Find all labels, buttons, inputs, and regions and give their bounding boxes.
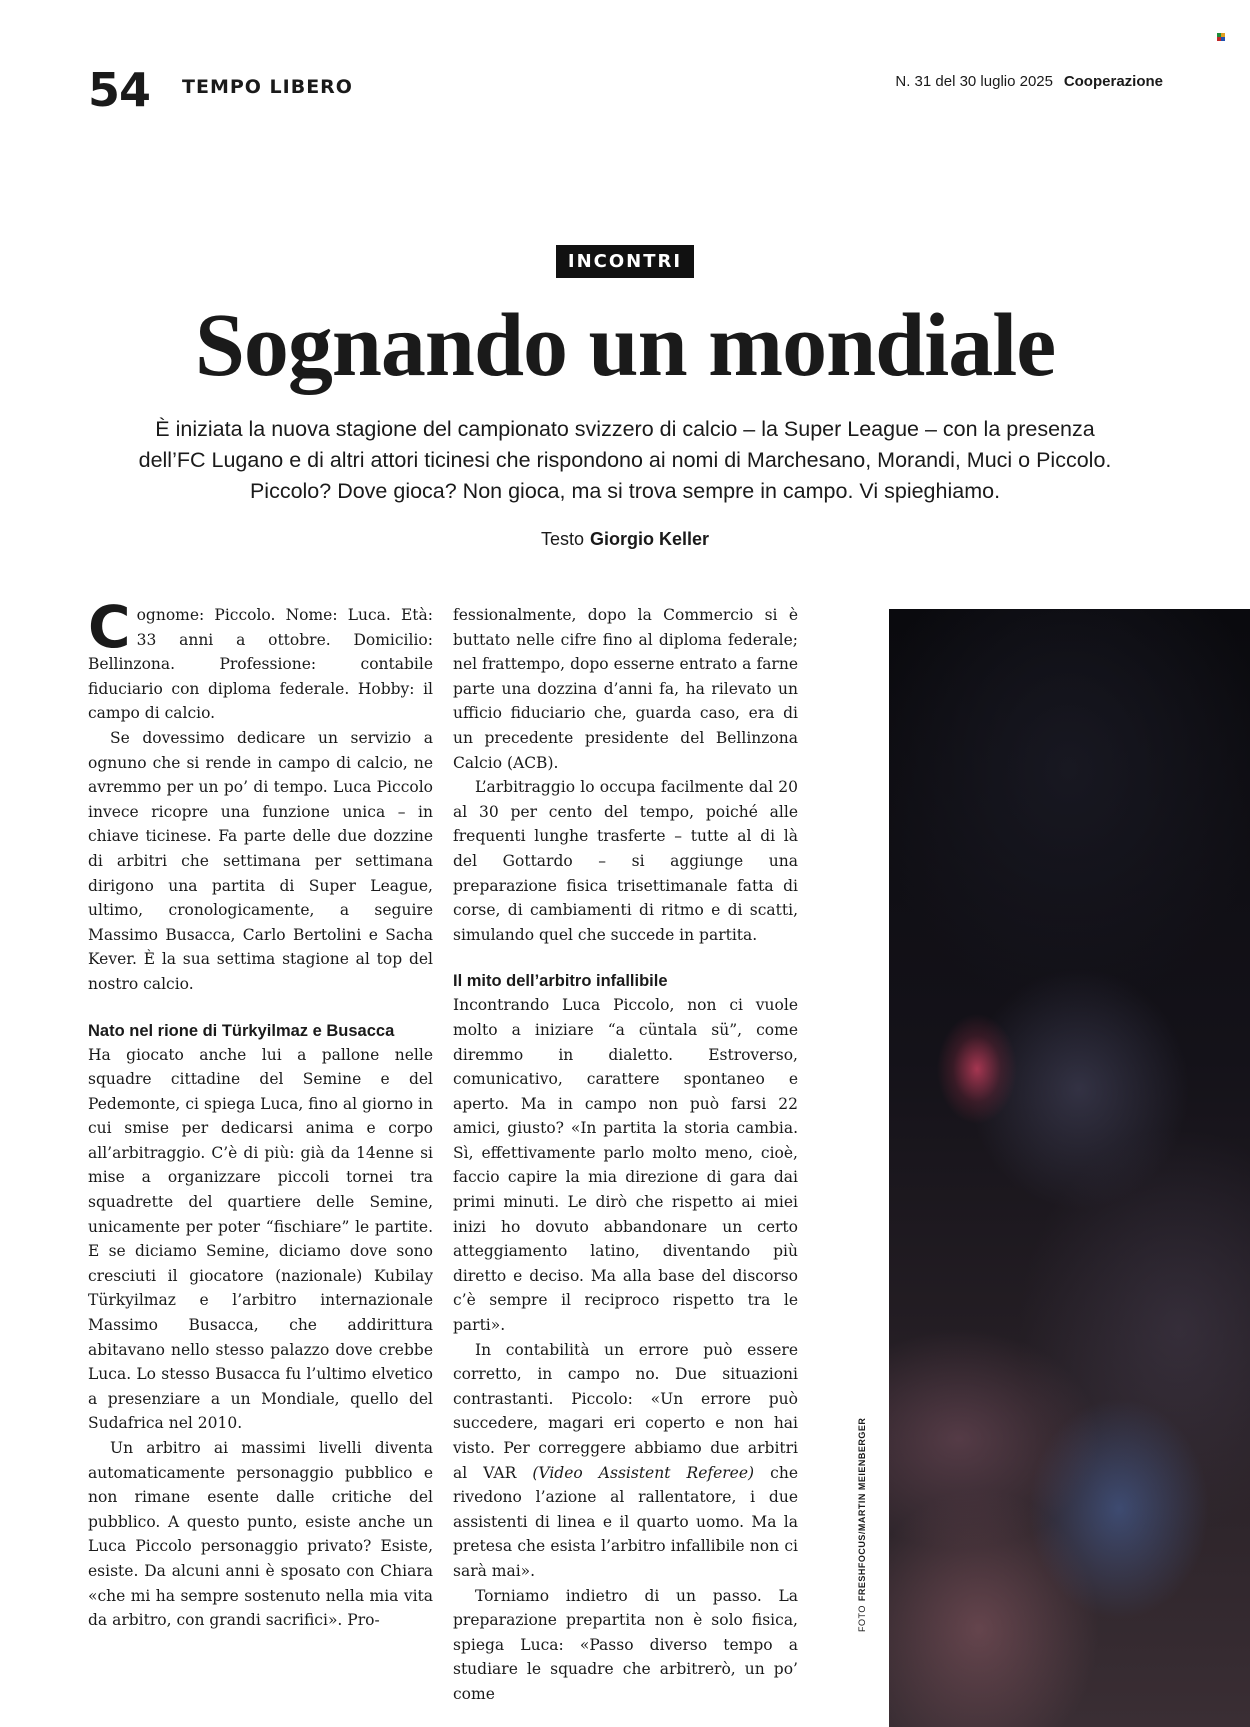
headline: Sognando un mondiale — [194, 296, 1056, 395]
section-title: TEMPO LIBERO — [182, 76, 353, 98]
paragraph: Ha giocato anche lui a pallone nelle squadre cittadine del Semine e del Pedemonte, ci spiega Luca, fino al giorno in cui smise per dedicarsi anima e corpo all’arbitraggio. C’è di più: già da 14enne si mise a organizzare piccoli tornei tra squadrette del quartiere delle Semine, unicamente per poter “fischiare” le partite. E se diciamo Semine, diciamo dove sono cresciuti il giocatore (nazionale) Kubilay Türkyilmaz e l’arbitro internazionale Massimo Busacca, che addirittura abitavano nello stesso palazzo dove crebbe Luca. Lo stesso Busacca fu l’ultimo elvetico a presenziare a un Mondiale, quello del Sudafrica nel 2010. — [88, 1045, 433, 1433]
kicker-container — [0, 245, 1250, 278]
article-column-1 — [88, 593, 433, 1633]
photo-credit-label: FOTO — [857, 1605, 867, 1632]
photo-credit-source: FRESHFOCUS/MARTIN MEIENBERGER — [857, 1417, 867, 1602]
page-header — [88, 63, 1163, 117]
page-number: 54 — [88, 63, 151, 117]
paragraph-text: In contabilità un errore può essere corretto, in campo no. Due situazioni contrastanti. Piccolo: «Un errore può succedere, magari eri coperto e non hai visto. Per correggere abbiamo due arbitri al VAR — [453, 1340, 798, 1482]
paragraph: Incontrando Luca Piccolo, non ci vuole molto a iniziare “a cüntala sü”, come diremmo in dialetto. Estroverso, comunicativo, carattere spontaneo e aperto. Ma in campo non può farsi 22 amici, giusto? «In partita la storia cambia. Sì, effettivamente parlo molto meno, cioè, faccio capire la mia direzione di gara dai primi minuti. Le dirò che rispetto ai miei inizi ho dovuto abbandonare un certo atteggiamento latino, diventando più diretto e deciso. Ma alla base del discorso c’è sempre il reciproco rispetto tra le parti». — [453, 996, 798, 1335]
byline — [0, 529, 1250, 550]
paragraph — [88, 593, 433, 726]
subheading: Il mito dell’arbitro infallibile — [453, 972, 668, 991]
paragraph: Un arbitro ai massimi livelli diventa automaticamente personaggio pubblico e non rimane esente dalle critiche del pubblico. A questo punto, esiste anche un Luca Piccolo personaggio privato? Esiste, esiste. Da alcuni anni è sposato con Chiara «che mi ha sempre sostenuto nella mia vita da arbitro, con grandi sacrifici». Pro- — [88, 1439, 433, 1630]
paragraph: fessionalmente, dopo la Commercio si è buttato nelle cifre fino al diploma federale; nel frattempo, dopo esserne entrato a farne parte una dozzina d’anni fa, ha rilevato un ufficio fiduciario che, guarda caso, era di un precedente presidente del Bellinzona Calcio (ACB). — [453, 606, 798, 772]
issue-info: N. 31 del 30 luglio 2025 — [895, 73, 1053, 90]
photo-credit — [857, 1418, 867, 1632]
byline-author: Giorgio Keller — [590, 529, 710, 549]
paragraph-italic-text: (Video Assistent Referee) — [532, 1463, 755, 1482]
paragraph — [453, 1338, 798, 1584]
paragraph: Torniamo indietro di un passo. La preparazione prepartita non è solo fisica, spiega Luca: «Passo diverso tempo a studiare le squadre che arbitrerò, un po’ come — [453, 1586, 798, 1703]
paragraph-text: che rivedono l’azione al rallentatore, i due assistenti di linea e il quarto uomo. Ma la pretesa che esista l’arbitro infallibile non ci sarà mai». — [453, 1463, 798, 1580]
subheading: Nato nel rione di Türkyilmaz e Busacca — [88, 1021, 395, 1040]
article-photo — [889, 609, 1250, 1727]
byline-label: Testo — [540, 529, 584, 549]
article-deck: È iniziata la nuova stagione del campionato svizzero di calcio – la Super League – con la presenza dell’FC Lugano e di altri attori ticinesi che rispondono ai nomi di Marchesano, Morandi, Muci o Piccolo. Piccolo? Dove gioca? Non gioca, ma si trova sempre in campo. Vi spieghiamo. — [138, 417, 1112, 503]
paragraph: Se dovessimo dedicare un servizio a ognuno che si rende in campo di calcio, ne avremmo per un po’ di tempo. Luca Piccolo invece ricopre una funzione unica – in chiave ticinese. Fa parte delle due dozzine di arbitri che settimana per settimana dirigono una partita di Super League, ultimo, cronologicamente, a seguire Massimo Busacca, Carlo Bertolini e Sacha Kever. È la sua settima stagione al top del nostro calcio. — [88, 728, 433, 993]
paragraph: L’arbitraggio lo occupa facilmente dal 20 al 30 per cento del tempo, poiché alle frequenti lunghe trasferte – tutte al di là del Gottardo – si aggiunge una preparazione fisica trisettimanale fatta di corse, di cambiamenti di ritmo e di scatti, simulando quel che succede in partita. — [453, 778, 798, 944]
registration-mark — [1217, 33, 1225, 41]
paragraph-text: ognome: Piccolo. Nome: Luca. Età: 33 anni a ottobre. Domicilio: Bellinzona. Professione: contabile fiduciario con diploma federale. Hobby: il campo di calcio. — [88, 606, 433, 723]
kicker-label: INCONTRI — [556, 245, 694, 278]
drop-cap: C — [88, 593, 131, 661]
publication-name: Cooperazione — [1063, 73, 1163, 90]
article-column-2 — [453, 603, 798, 1707]
